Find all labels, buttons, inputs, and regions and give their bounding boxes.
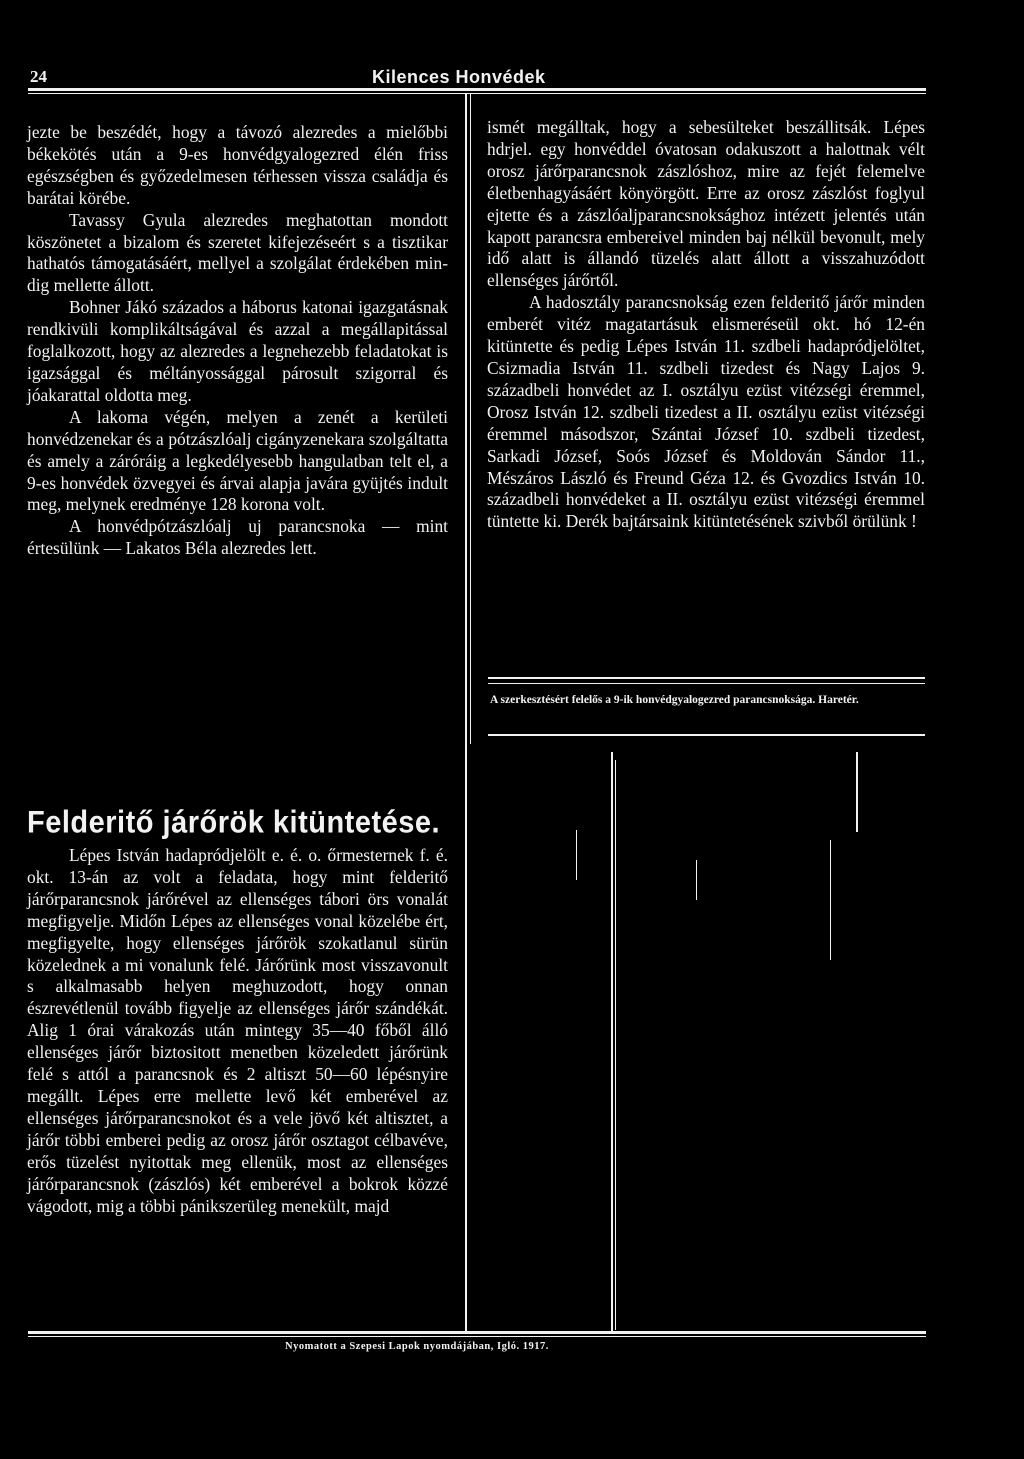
right-column-text <box>487 117 925 533</box>
article-body <box>27 845 448 1217</box>
editor-rule-top-thick <box>488 677 925 679</box>
left-paragraph: Bohner Jákó százados a háborus katonai igazgatásnak rendkivüli komplikáltságával és azzal a megállapitással foglalkozott, hogy az alezredes a legnehezebb feladatokat is igazsággal és méltányossággal párosult szigorral és jóakarattal oldotta meg. <box>27 297 448 405</box>
right-paragraph: ismét megálltak, hogy a sebesülteket beszállitsák. Lépes hdrjel. egy honvéddel óvatosan odakuszott a halottnak vélt orosz járőrparancsnok zászlóshoz, mire az fejét felemelve életbenhagyásáért könyörgött. Erre az orosz zászlóst foglyul ejtette és a zászlóaljparancsnoksághoz intézett jelentés után kapott parancsra embereivel minden baj nélkül bevonult, mely idő alatt is állandó tüzelés alatt állott a visszahuzódott ellenséges járőrtől. <box>487 117 925 291</box>
footer-rule-thick <box>28 1331 926 1334</box>
decorative-vertical-line <box>615 760 616 1330</box>
header-rule-thin <box>28 93 926 94</box>
right-paragraph: A hadosztály parancsnokság ezen felderitő járőr minden emberét vitéz magatartásuk elismeréseül okt. hó 12-én kitüntette és pedig Lépes István 11. szdbeli hadapródjelöltet, Csizmadia István 11. szdbeli tizedest és Nagy Lajos 9. századbeli honvédet az I. osztályu ezüst vitézségi éremmel, Orosz István 12. szdbeli tizedest a II. osztályu ezüst vitézségi éremmel másodszor, Szántai József 10. szdbeli tizedest, Sarkadi József, Soós József és Moldován Sándor 11., Mészáros László és Freund Géza 12. és Gvozdics István 10. századbeli honvédeket a II. osztályu ezüst vitézségi éremmel tüntette ki. Derék bajtársaink kitüntetésének szivből örülünk ! <box>487 292 925 532</box>
editor-rule-top-thin <box>488 683 925 684</box>
header-rule-thick <box>28 88 926 91</box>
left-column-text <box>27 122 448 560</box>
column-divider-thin <box>470 94 471 744</box>
footer-rule-thin <box>28 1336 926 1337</box>
decorative-vertical-line <box>856 752 858 832</box>
editor-rule-bottom <box>488 734 925 736</box>
column-divider <box>465 94 467 1332</box>
left-paragraph: jezte be beszédét, hogy a távozó alezredes a mielőbbi békekötés után a 9-es honvédgyalogezred élén friss egészségben és győzedelmesen térhessen vissza családja és barátai körébe. <box>27 122 448 208</box>
decorative-vertical-line <box>576 830 577 880</box>
decorative-vertical-line <box>611 752 613 1332</box>
left-paragraph: A honvédpótzászlóalj uj parancsnoka — mint értesülünk — Lakatos Béla alezredes lett. <box>27 516 448 559</box>
printer-imprint: Nyomatott a Szepesi Lapok nyomdájában, Igló. 1917. <box>285 1341 549 1352</box>
article-paragraph: Lépes István hadapródjelölt e. é. o. őrmesternek f. é. okt. 13-án az volt a feladata, hogy mint felderitő járőrparancsnok járőrével az ellenséges tábori örs vonalát megfigyelje. Midőn Lépes az ellenséges vonal közelébe ért, megfigyelte, hogy ellenséges járőrök szokatlanul sürün közelednek a mi vonalunk felé. Járőrünk most visszavonult s alkalmasabb helyen meghuzodott, hogy onnan észrevétlenül tovább figyelje az ellenséges járőr szándékát. Alig 1 órai várakozás után mintegy 35—40 főből álló ellenséges járőr biztositott menetben közeledett járőrünk felé s attól a parancsnok és 2 altiszt 50—60 lépésnyire megállt. Lépes erre mellette levő két emberével az ellenséges járőrparancsnokot és a vele jövő két altisztet, a járőr többi emberei pedig az orosz járőr osztagot célbavéve, erős tüzelést nyitottak meg ellenük, most az ellenséges járőrparancsnok (zászlós) két emberével a bokrok közzé vágodott, mig a többi pánikszerüleg menekült, majd <box>27 845 448 1216</box>
page-number: 24 <box>30 67 47 86</box>
decorative-vertical-line <box>696 860 697 900</box>
left-paragraph: A lakoma végén, melyen a zenét a kerületi honvédzenekar és a pótzászlóalj cigányzenekara szolgáltatta és amely a záróráig a legkedélyesebb hangulatban telt el, a 9-es honvédek özvegyei és árvai alapja javára gyüjtés indult meg, melynek eredménye 128 korona volt. <box>27 406 448 515</box>
editor-note: A szerkesztésért felelős a 9-ik honvédgyalogezred parancsnoksága. Haretér. <box>490 694 859 706</box>
article-headline: Felderitő járőrök kitüntetése. <box>27 805 441 841</box>
publication-title: Kilences Honvédek <box>372 67 546 87</box>
left-paragraph: Tavassy Gyula alezredes meghatottan mondott köszönetet a bizalom és szeretet kifejezéseért s a tisztikar hathatós támogatásáért, mellyel a szolgálat érdekében mindig mellette állott. <box>27 209 448 296</box>
decorative-vertical-line <box>830 840 831 960</box>
